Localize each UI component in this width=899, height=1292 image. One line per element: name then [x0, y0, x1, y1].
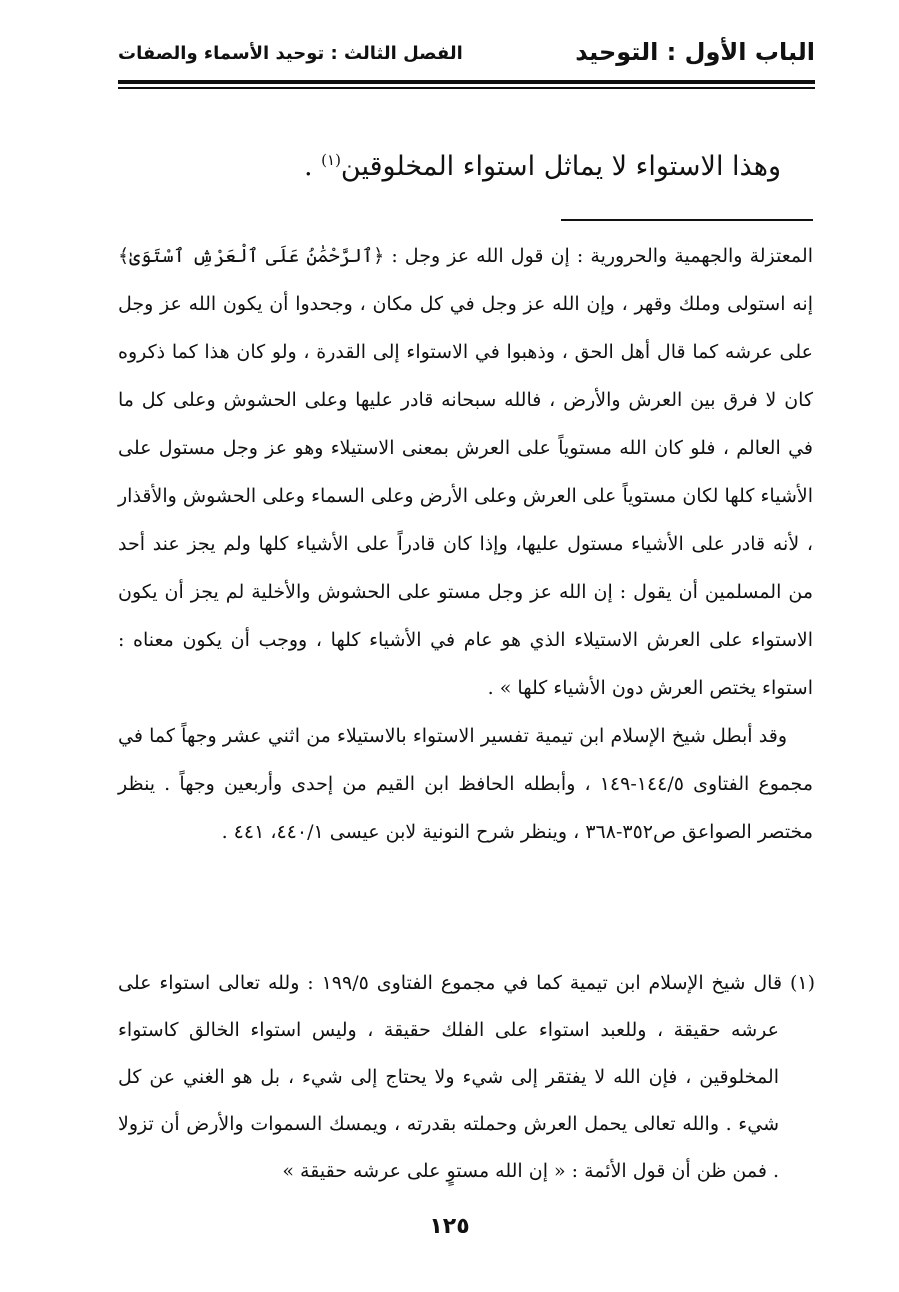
footnote-1-marker: (١): [789, 972, 815, 994]
footnote-1: [118, 960, 815, 1195]
running-header: [118, 36, 815, 72]
footnote-block: [118, 232, 813, 856]
header-rule-thin: [118, 87, 815, 89]
footnote-marker: (١): [321, 151, 341, 169]
footnote-separator: [561, 219, 813, 221]
page-number: ١٢٥: [429, 1214, 470, 1239]
main-sentence-end: .: [303, 151, 322, 182]
footnote-continuation: [118, 232, 813, 712]
quran-verse: ﴿ٱلرَّحْمَٰنُ عَلَى ٱلْعَرْشِ ٱسْتَوَىٰ﴾: [118, 245, 385, 267]
main-text: [304, 140, 781, 187]
continuation-after-quran: إنه استولى وملك وقهر ، وإن الله عز وجل في كل مكان ، وجحدوا أن يكون الله عز وجل على عرشه كما قال أهل الحق ، وذهبوا في الاستواء إلى القدرة ، ولو كان هذا كما ذكروه كان لا فرق بين العرش والأرض ، فالله سبحانه قادر عليها وعلى الحشوش وعلى كل ما في العالم ، فلو كان الله مستوياً على العرش بمعنى الاستيلاء وهو عز وجل مستول على الأشياء كلها لكان مستوياً على العرش وعلى الأرض وعلى السماء وعلى الحشوش والأقذار ، لأنه قادر على الأشياء مستول عليها، وإذا كان قادراً على الأشياء كلها ولم يجز عند أحد من المسلمين أن يقول : إن الله عز وجل مستو على الحشوش والأخلية لم يجز أن يكون الاستواء على العرش الاستيلاء الذي هو عام في الأشياء كلها ، ووجب أن يكون معناه : استواء يختص العرش دون الأشياء كلها » .: [118, 293, 813, 699]
main-sentence: وهذا الاستواء لا يماثل استواء المخلوقين: [340, 151, 781, 182]
chapter-title: الباب الأول : التوحيد: [575, 38, 815, 66]
refutation-paragraph: وقد أبطل شيخ الإسلام ابن تيمية تفسير الاستواء بالاستيلاء من اثني عشر وجهاً كما في مجموع الفتاوى ١٤٤/٥-١٤٩ ، وأبطله الحافظ ابن القيم من إحدى وأربعين وجهاً . ينظر مختصر الصواعق ص٣٥٢-٣٦٨ ، وينظر شرح النونية لابن عيسى ٤٤٠/١، ٤٤١ .: [118, 725, 814, 843]
header-rule-thick: [118, 80, 815, 84]
section-title: الفصل الثالث : توحيد الأسماء والصفات: [118, 43, 463, 64]
continuation-before-quran: المعتزلة والجهمية والحرورية : إن قول الله عز وجل :: [384, 245, 813, 267]
footnote-1-text: قال شيخ الإسلام ابن تيمية كما في مجموع الفتاوى ١٩٩/٥ : ولله تعالى استواء على عرشه حقيقة ، وللعبد استواء على الفلك حقيقة ، وليس استواء الخالق كاستواء المخلوقين ، فإن الله لا يفتقر إلى شيء ولا يحتاج إلى شيء ، بل هو الغني عن كل شيء . والله تعالى يحمل العرش وحملته بقدرته ، ويمسك السموات والأرض أن تزولا . فمن ظن أن قول الأئمة : « إن الله مستوٍ على عرشه حقيقة »: [118, 972, 790, 1182]
